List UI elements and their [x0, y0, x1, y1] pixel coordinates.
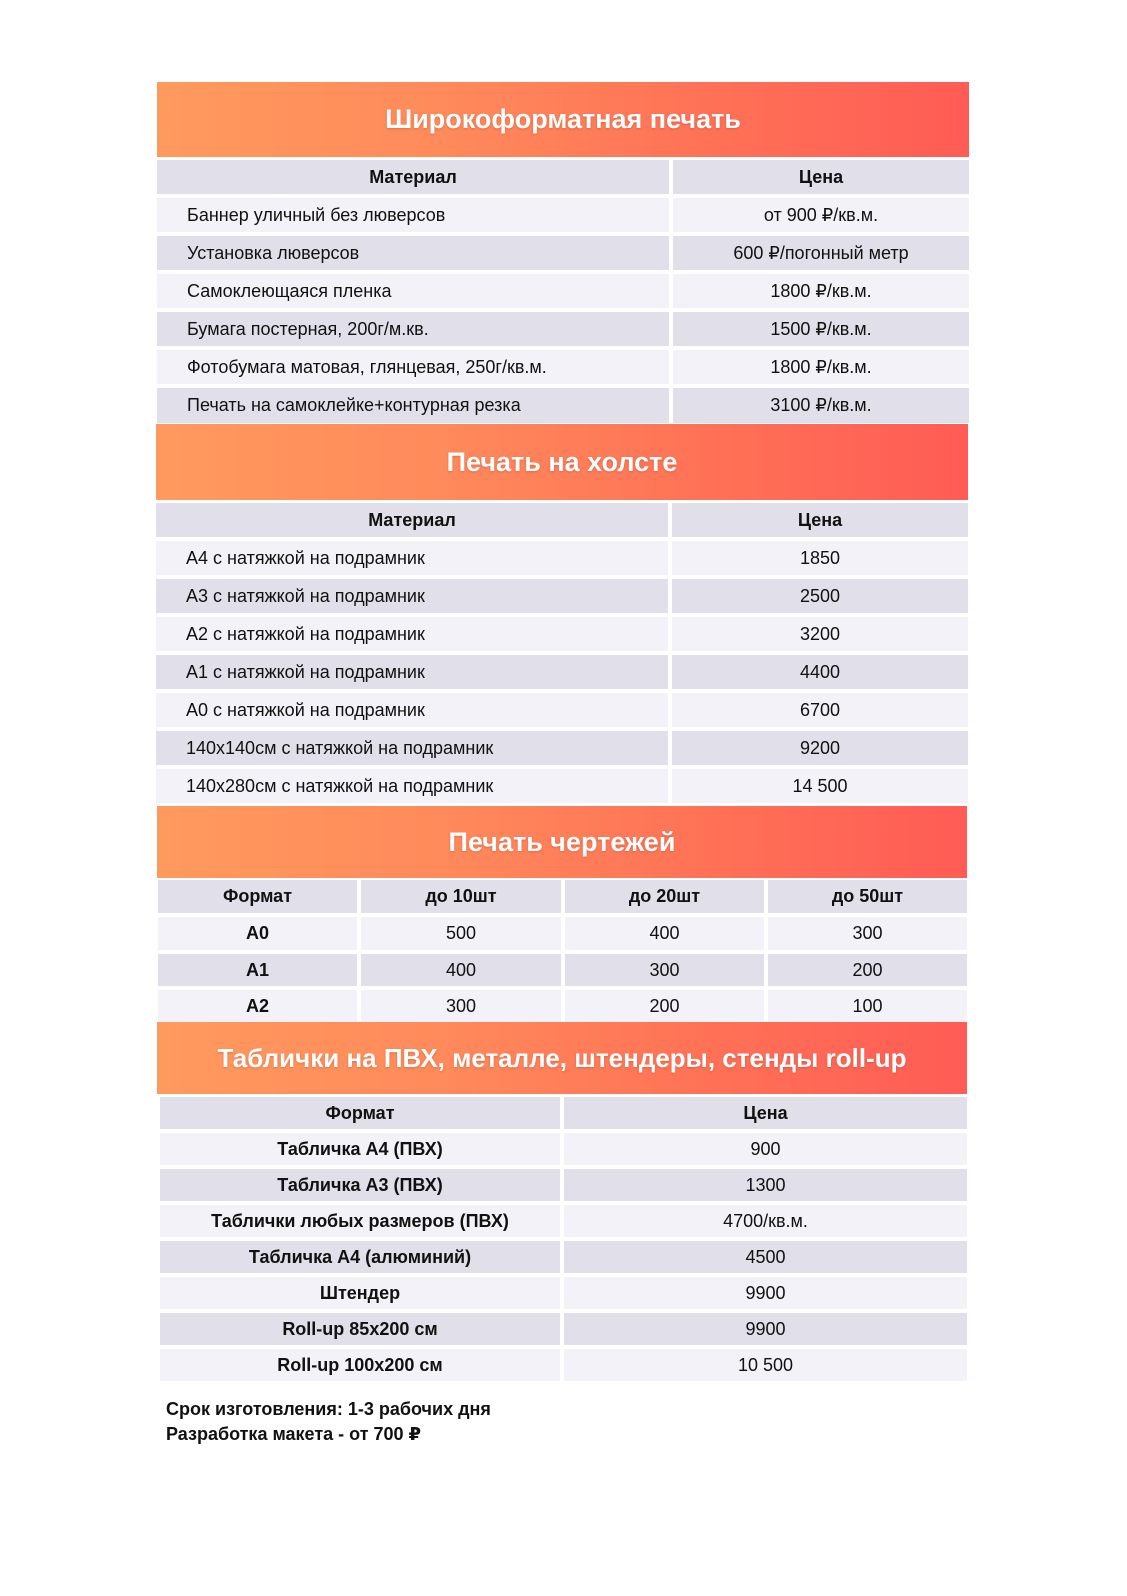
cell-material: Печать на самоклейке+контурная резка [157, 388, 669, 423]
column-header-price: Цена [672, 503, 968, 537]
cell-price: 400 [565, 917, 764, 950]
table-row [156, 731, 968, 765]
table-row [156, 655, 968, 689]
table-row [160, 1169, 967, 1201]
column-header-up-to-10: до 10шт [361, 880, 561, 913]
table-row [158, 954, 967, 986]
cell-price: 1850 [672, 541, 968, 575]
cell-price: 4400 [672, 655, 968, 689]
cell-format: Roll-up 85х200 см [160, 1313, 560, 1345]
cell-material: Установка люверсов [157, 236, 669, 270]
cell-format: А2 [158, 990, 357, 1022]
table-row [157, 388, 969, 423]
cell-price: 9200 [672, 731, 968, 765]
cell-material: А4 с натяжкой на подрамник [156, 541, 668, 575]
section-title-drawings [157, 806, 967, 878]
column-header-up-to-50: до 50шт [768, 880, 967, 913]
layout-design-note: Разработка макета - от 700 ₽ [166, 1424, 422, 1444]
cell-price: 1800 ₽/кв.м. [673, 274, 969, 308]
table-row [157, 198, 969, 232]
cell-material: А3 с натяжкой на подрамник [156, 579, 668, 613]
footer-notes [166, 1397, 491, 1447]
cell-format: А0 [158, 917, 357, 950]
cell-format: Таблички любых размеров (ПВХ) [160, 1205, 560, 1237]
table-header-row [158, 880, 967, 913]
cell-format: А1 [158, 954, 357, 986]
cell-material: Самоклеющаяся пленка [157, 274, 669, 308]
cell-format: Табличка А4 (алюминий) [160, 1241, 560, 1273]
cell-price: от 900 ₽/кв.м. [673, 198, 969, 232]
cell-price: 600 ₽/погонный метр [673, 236, 969, 270]
cell-material: Бумага постерная, 200г/м.кв. [157, 312, 669, 346]
table-row [156, 769, 968, 803]
table-header-row [160, 1097, 967, 1129]
table-row [158, 917, 967, 950]
table-header-row [157, 160, 969, 194]
cell-price: 9900 [564, 1277, 967, 1309]
section-title-signs [157, 1022, 967, 1094]
cell-price: 4500 [564, 1241, 967, 1273]
cell-material: Баннер уличный без люверсов [157, 198, 669, 232]
table-signs [160, 1097, 967, 1382]
table-row [160, 1133, 967, 1165]
table-row [157, 350, 969, 384]
column-header-price: Цена [673, 160, 969, 194]
table-wide-format [157, 160, 969, 425]
table-row [160, 1349, 967, 1381]
cell-price: 3100 ₽/кв.м. [673, 388, 969, 423]
cell-price: 900 [564, 1133, 967, 1165]
cell-price: 2500 [672, 579, 968, 613]
cell-material: Фотобумага матовая, глянцевая, 250г/кв.м. [157, 350, 669, 384]
cell-material: 140х280см с натяжкой на подрамник [156, 769, 668, 803]
cell-material: А0 с натяжкой на подрамник [156, 693, 668, 727]
table-row [156, 693, 968, 727]
cell-material: А2 с натяжкой на подрамник [156, 617, 668, 651]
cell-price: 1500 ₽/кв.м. [673, 312, 969, 346]
cell-price: 1800 ₽/кв.м. [673, 350, 969, 384]
column-header-format: Формат [160, 1097, 560, 1129]
cell-price: 14 500 [672, 769, 968, 803]
section-title-wide-format [157, 82, 969, 157]
section-title-text: Печать на холсте [446, 446, 678, 477]
cell-format: Штендер [160, 1277, 560, 1309]
cell-price: 100 [768, 990, 967, 1022]
cell-format: Табличка А3 (ПВХ) [160, 1169, 560, 1201]
table-row [160, 1277, 967, 1309]
table-row [160, 1205, 967, 1237]
column-header-format: Формат [158, 880, 357, 913]
column-header-material: Материал [157, 160, 669, 194]
table-row [156, 617, 968, 651]
section-title-text: Таблички на ПВХ, металле, штендеры, стенды roll-up [217, 1042, 907, 1073]
cell-price: 300 [565, 954, 764, 986]
table-row [157, 274, 969, 308]
column-header-material: Материал [156, 503, 668, 537]
table-row [157, 236, 969, 270]
cell-price: 10 500 [564, 1349, 967, 1381]
table-row [160, 1313, 967, 1345]
cell-price: 9900 [564, 1313, 967, 1345]
cell-format: Roll-up 100х200 см [160, 1349, 560, 1381]
cell-price: 300 [768, 917, 967, 950]
cell-price: 500 [361, 917, 561, 950]
section-title-canvas [156, 424, 968, 500]
table-canvas [156, 503, 968, 803]
column-header-price: Цена [564, 1097, 967, 1129]
table-row [158, 990, 967, 1022]
cell-price: 200 [565, 990, 764, 1022]
section-title-text: Широкоформатная печать [385, 104, 741, 134]
cell-price: 300 [361, 990, 561, 1022]
cell-price: 6700 [672, 693, 968, 727]
cell-price: 200 [768, 954, 967, 986]
cell-material: 140х140см с натяжкой на подрамник [156, 731, 668, 765]
table-header-row [156, 503, 968, 537]
table-row [157, 312, 969, 346]
cell-material: А1 с натяжкой на подрамник [156, 655, 668, 689]
table-drawings [158, 880, 967, 1020]
section-title-text: Печать чертежей [448, 826, 676, 857]
cell-price: 3200 [672, 617, 968, 651]
cell-price: 4700/кв.м. [564, 1205, 967, 1237]
table-row [156, 541, 968, 575]
column-header-up-to-20: до 20шт [565, 880, 764, 913]
cell-price: 1300 [564, 1169, 967, 1201]
table-row [156, 579, 968, 613]
cell-price: 400 [361, 954, 561, 986]
cell-format: Табличка А4 (ПВХ) [160, 1133, 560, 1165]
table-row [160, 1241, 967, 1273]
production-time-note: Срок изготовления: 1-3 рабочих дня [166, 1399, 491, 1419]
